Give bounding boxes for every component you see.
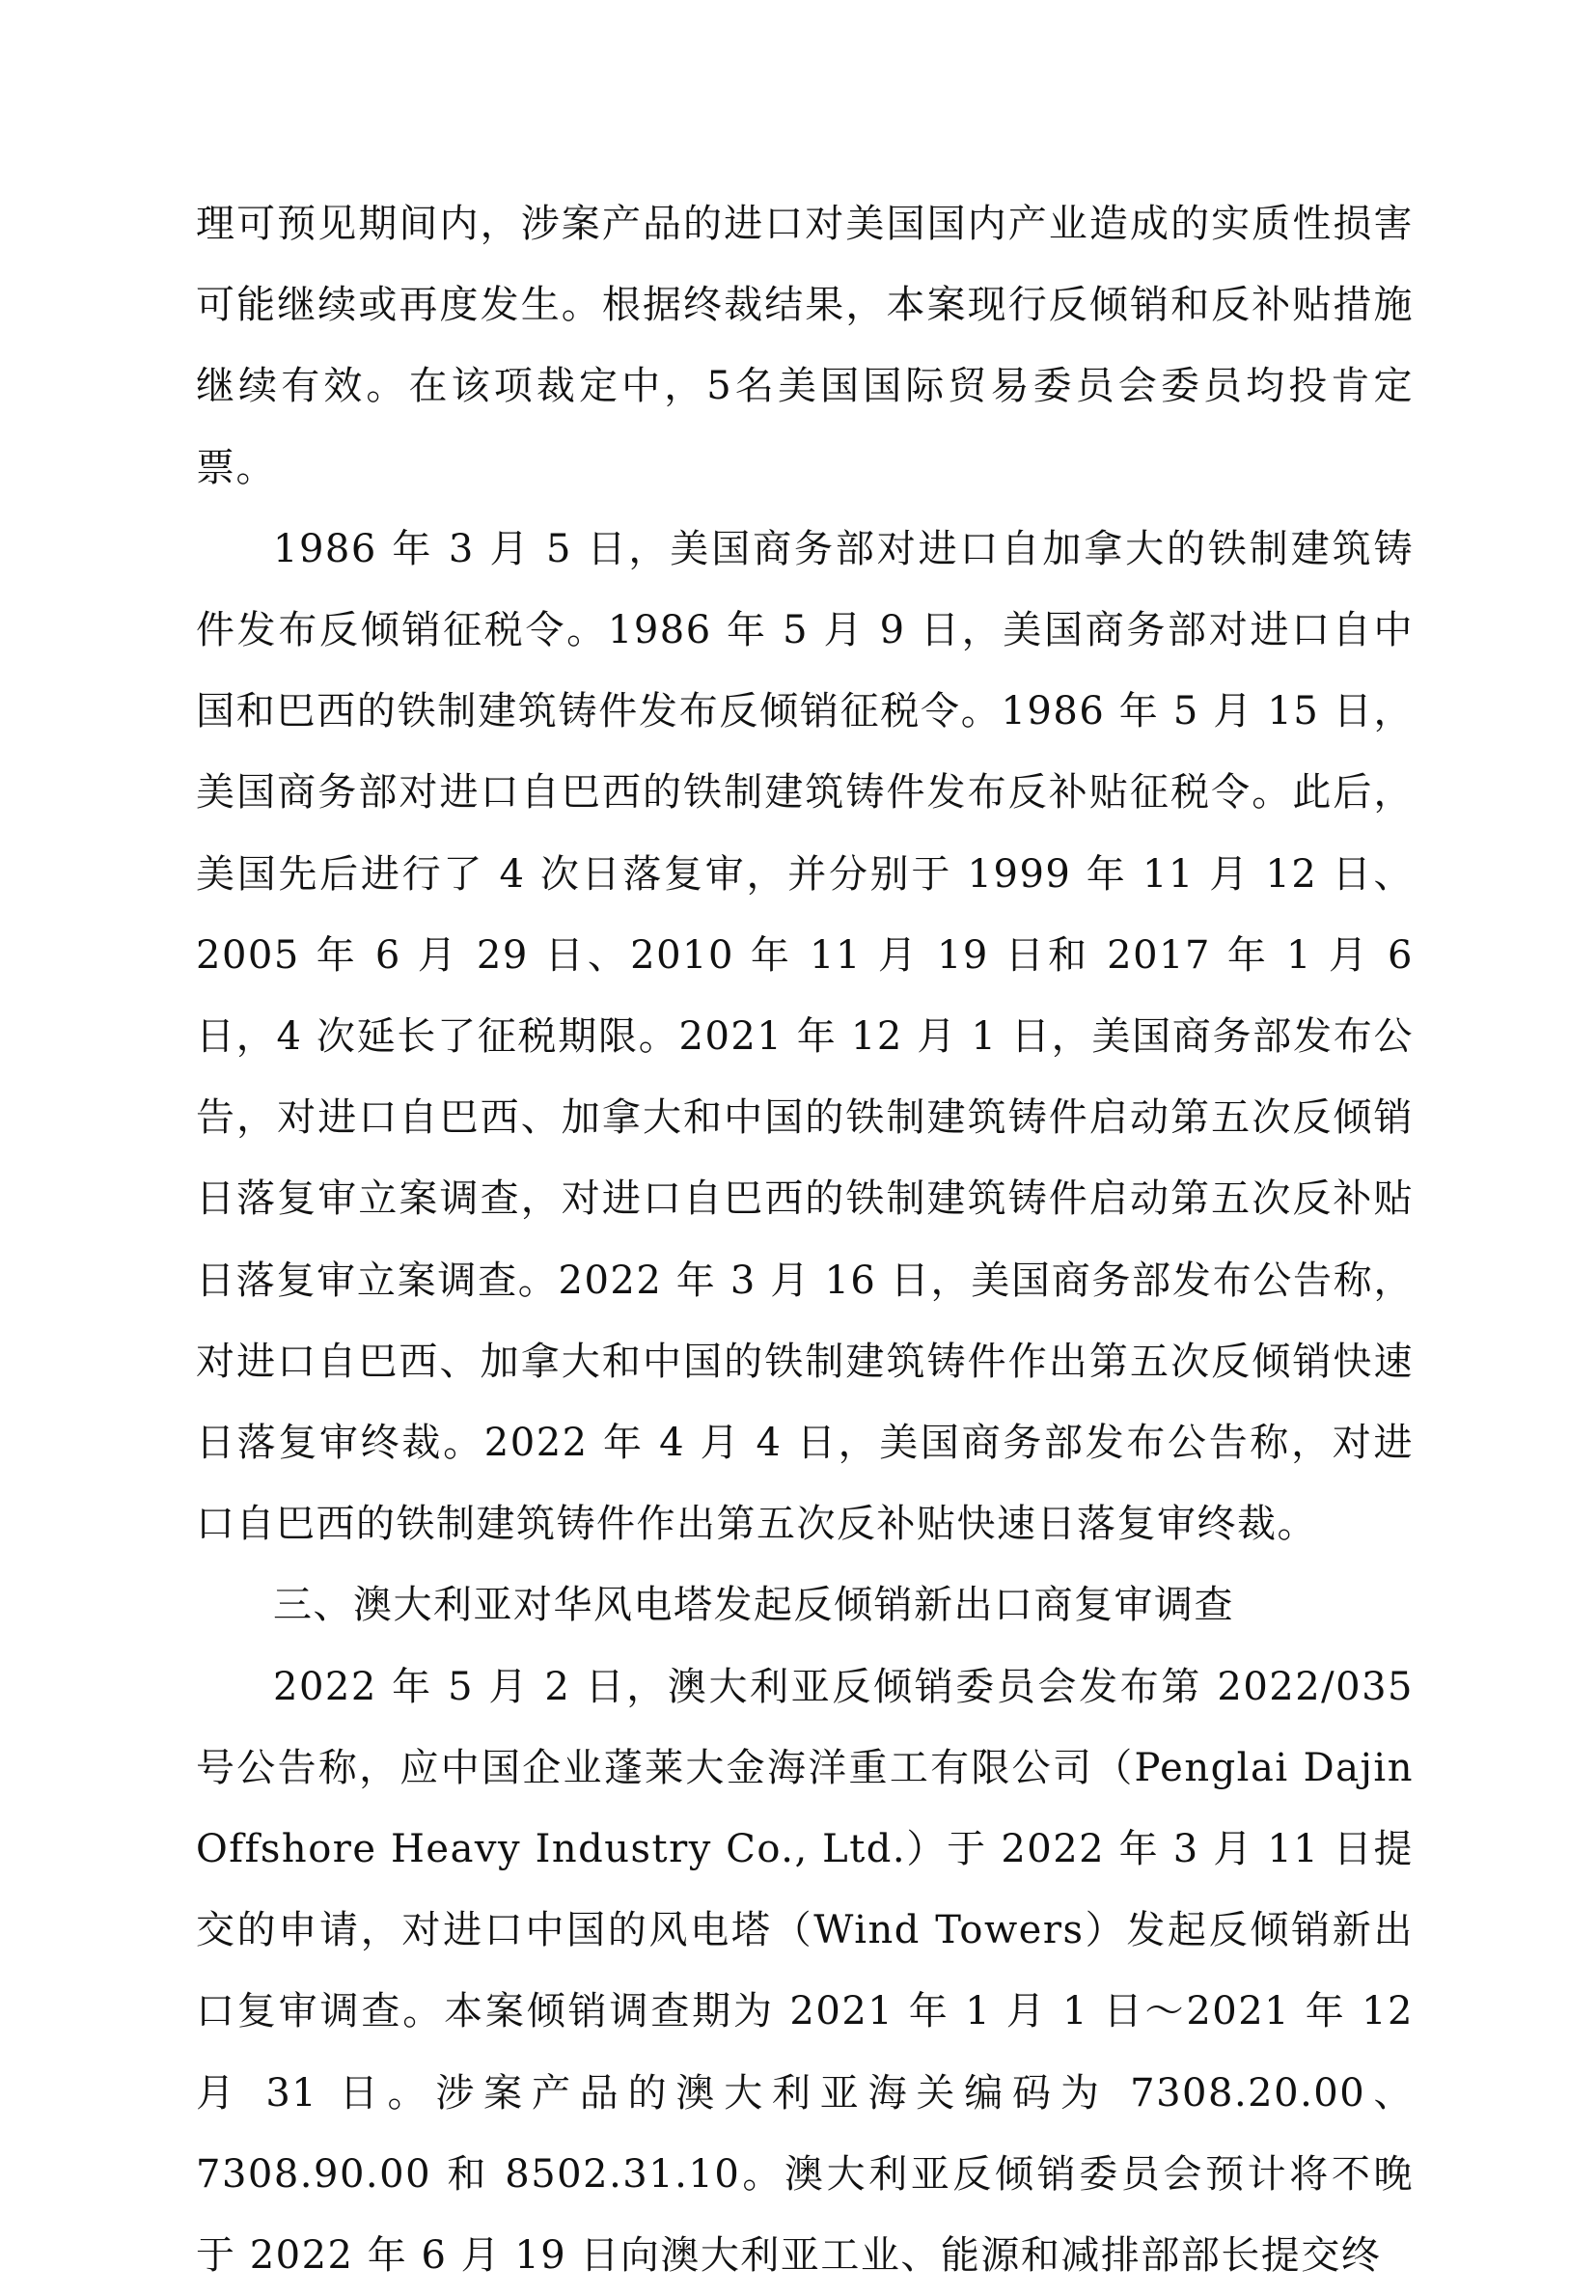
- paragraph-iron-castings-history: 1986 年 3 月 5 日，美国商务部对进口自加拿大的铁制建筑铸件发布反倾销征税令。1986 年 5 月 9 日，美国商务部对进口自中国和巴西的铁制建筑铸件发布反倾销征税令。1986 年 5 月 15 日，美国商务部对进口自巴西的铁制建筑铸件发布反补贴征税令。此后，美国先后进行了 4 次日落复审，并分别于 1999 年 11 月 12 日、2005 年 6 月 29 日、2010 年 11 月 19 日和 2017 年 1 月 6 日，4 次延长了征税期限。2021 年 12 月 1 日，美国商务部发布公告，对进口自巴西、加拿大和中国的铁制建筑铸件启动第五次反倾销日落复审立案调查，对进口自巴西的铁制建筑铸件启动第五次反补贴日落复审立案调查。2022 年 3 月 16 日，美国商务部发布公告称，对进口自巴西、加拿大和中国的铁制建筑铸件作出第五次反倾销快速日落复审终裁。2022 年 4 月 4 日，美国商务部发布公告称，对进口自巴西的铁制建筑铸件作出第五次反补贴快速日落复审终裁。: [196, 526, 1414, 1547]
- paragraph-continuation: 理可预见期间内，涉案产品的进口对美国国内产业造成的实质性损害可能继续或再度发生。根据终裁结果，本案现行反倾销和反补贴措施继续有效。在该项裁定中，5名美国国际贸易委员会委员均投肯定票。: [196, 202, 1414, 490]
- section-heading-3: 三、澳大利亚对华风电塔发起反倾销新出口商复审调查: [273, 1583, 1234, 1628]
- paragraph-wind-towers-review: 2022 年 5 月 2 日，澳大利亚反倾销委员会发布第 2022/035 号公告称，应中国企业蓬莱大金海洋重工有限公司（Penglai Dajin Offshore Heavy Industry Co., Ltd.）于 2022 年 3 月 11 日提交的申请，对进口中国的风电塔（Wind Towers）发起反倾销新出口复审调查。本案倾销调查期为 2021 年 1 月 1 日～2021 年 12 月 31 日。涉案产品的澳大利亚海关编码为 7308.20.00、7308.90.00 和 8502.31.10。澳大利亚反倾销委员会预计将不晚于 2022 年 6 月 19 日向澳大利亚工业、能源和减排部部长提交终: [196, 1664, 1414, 2279]
- document-page: [196, 183, 1414, 2296]
